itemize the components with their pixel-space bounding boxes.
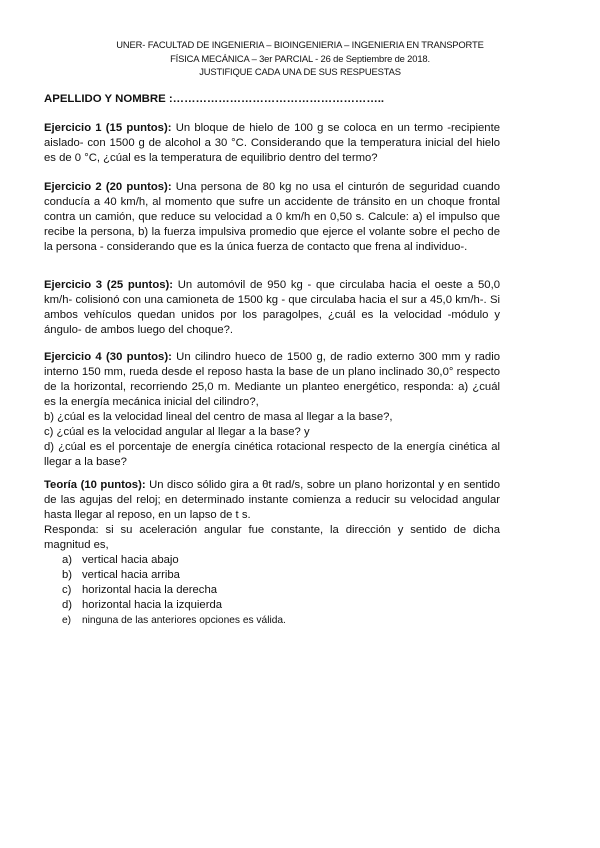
- header-instruction: JUSTIFIQUE CADA UNA DE SUS RESPUESTAS: [199, 66, 401, 77]
- option-a-text: vertical hacia abajo: [82, 554, 179, 566]
- exercise-3-text: Un automóvil de 950 kg - que circulaba hacia el oeste a 50,0 km/h- colisionó con una camioneta de 1500 kg - que circulaba hacia el sur a 45,0 km/h-. Si ambos vehículos quedan unidos por los paragolpes, ¿cuál es la velocidad -módulo y ángulo- de ambos luego del choque?.: [44, 279, 500, 336]
- student-name-line: APELLIDO Y NOMBRE :………………………………………………..: [44, 93, 385, 105]
- option-a: [44, 553, 500, 568]
- option-c-letter: c): [62, 584, 72, 596]
- exercise-4-part-b: b) ¿cúal es la velocidad lineal del centro de masa al llegar a la base?,: [44, 411, 393, 423]
- exercise-4-part-c: c) ¿cúal es la velocidad angular al llegar a la base? y: [44, 426, 310, 438]
- option-c-text: horizontal hacia la derecha: [82, 584, 218, 596]
- theory-question: [44, 478, 500, 628]
- theory-prompt: Responda: si su aceleración angular fue constante, la dirección y sentido de dicha magnitud es,: [44, 524, 500, 551]
- option-e: [44, 613, 500, 628]
- option-c: [44, 583, 500, 598]
- exercise-3: [44, 278, 500, 338]
- header-institution: UNER- FACULTAD DE INGENIERIA – BIOINGENIERIA – INGENIERIA EN TRANSPORTE: [116, 39, 484, 50]
- exam-header: [60, 38, 540, 79]
- exercise-3-title: Ejercicio 3 (25 puntos):: [44, 279, 174, 291]
- theory-title: Teoría (10 puntos):: [44, 479, 146, 491]
- option-d: [44, 598, 500, 613]
- option-a-letter: a): [62, 554, 73, 566]
- exercise-2-title: Ejercicio 2 (20 puntos):: [44, 181, 172, 193]
- option-b-text: vertical hacia arriba: [82, 569, 180, 581]
- exercise-4: [44, 350, 500, 470]
- exercise-1-title: Ejercicio 1 (15 puntos):: [44, 122, 172, 134]
- exercise-4-part-d: d) ¿cúal es el porcentaje de energía cinética rotacional respecto de la energía cinética al llegar a la base?: [44, 441, 500, 468]
- theory-options: [44, 553, 500, 628]
- option-e-letter: e): [62, 615, 72, 626]
- option-d-text: horizontal hacia la izquierda: [82, 599, 223, 611]
- theory-text: Un disco sólido gira a θt rad/s, sobre un plano horizontal y en sentido de las agujas del reloj; en determinado instante comienza a reducir su velocidad angular hasta llegar al reposo, en un lapso de t s.: [44, 479, 500, 521]
- header-exam-title: FÍSICA MECÁNICA – 3er PARCIAL - 26 de Septiembre de 2018.: [170, 52, 430, 64]
- exercise-1-text: Un bloque de hielo de 100 g se coloca en un termo -recipiente aislado- con 1500 g de alcohol a 30 °C. Considerando que la temperatura inicial del hielo es de 0 °C, ¿cúal es la temperatura de equilibrio dentro del termo?: [44, 122, 500, 164]
- option-d-letter: d): [62, 599, 73, 611]
- option-b-letter: b): [62, 569, 73, 581]
- exercise-1: [44, 121, 500, 166]
- exercise-2: [44, 180, 500, 255]
- option-b: [44, 568, 500, 583]
- exercise-4-text: Un cilindro hueco de 1500 g, de radio externo 300 mm y radio interno 150 mm, rueda desde el reposo hasta la base de un plano inclinado 30,0° respecto de la horizontal, recorriendo 25,0 m. Mediante un planteo energético, responda: a) ¿cuál es la energía mecánica inicial del cilindro?,: [44, 351, 501, 408]
- option-e-text: ninguna de las anteriores opciones es válida.: [82, 615, 286, 626]
- exercise-4-title: Ejercicio 4 (30 puntos):: [44, 351, 172, 363]
- exercise-2-text: Una persona de 80 kg no usa el cinturón de seguridad cuando conducía a 40 km/h, al momento que sufre un accidente de tránsito en un choque frontal contra un camión, que reduce su velocidad a 0 km/h en 0,50 s. Calcule: a) el impulso que recibe la persona, b) la fuerza impulsiva promedio que ejerce el volante sobre el pecho de la persona - considerando que es la única fuerza de contacto que frena al individuo-.: [44, 181, 500, 253]
